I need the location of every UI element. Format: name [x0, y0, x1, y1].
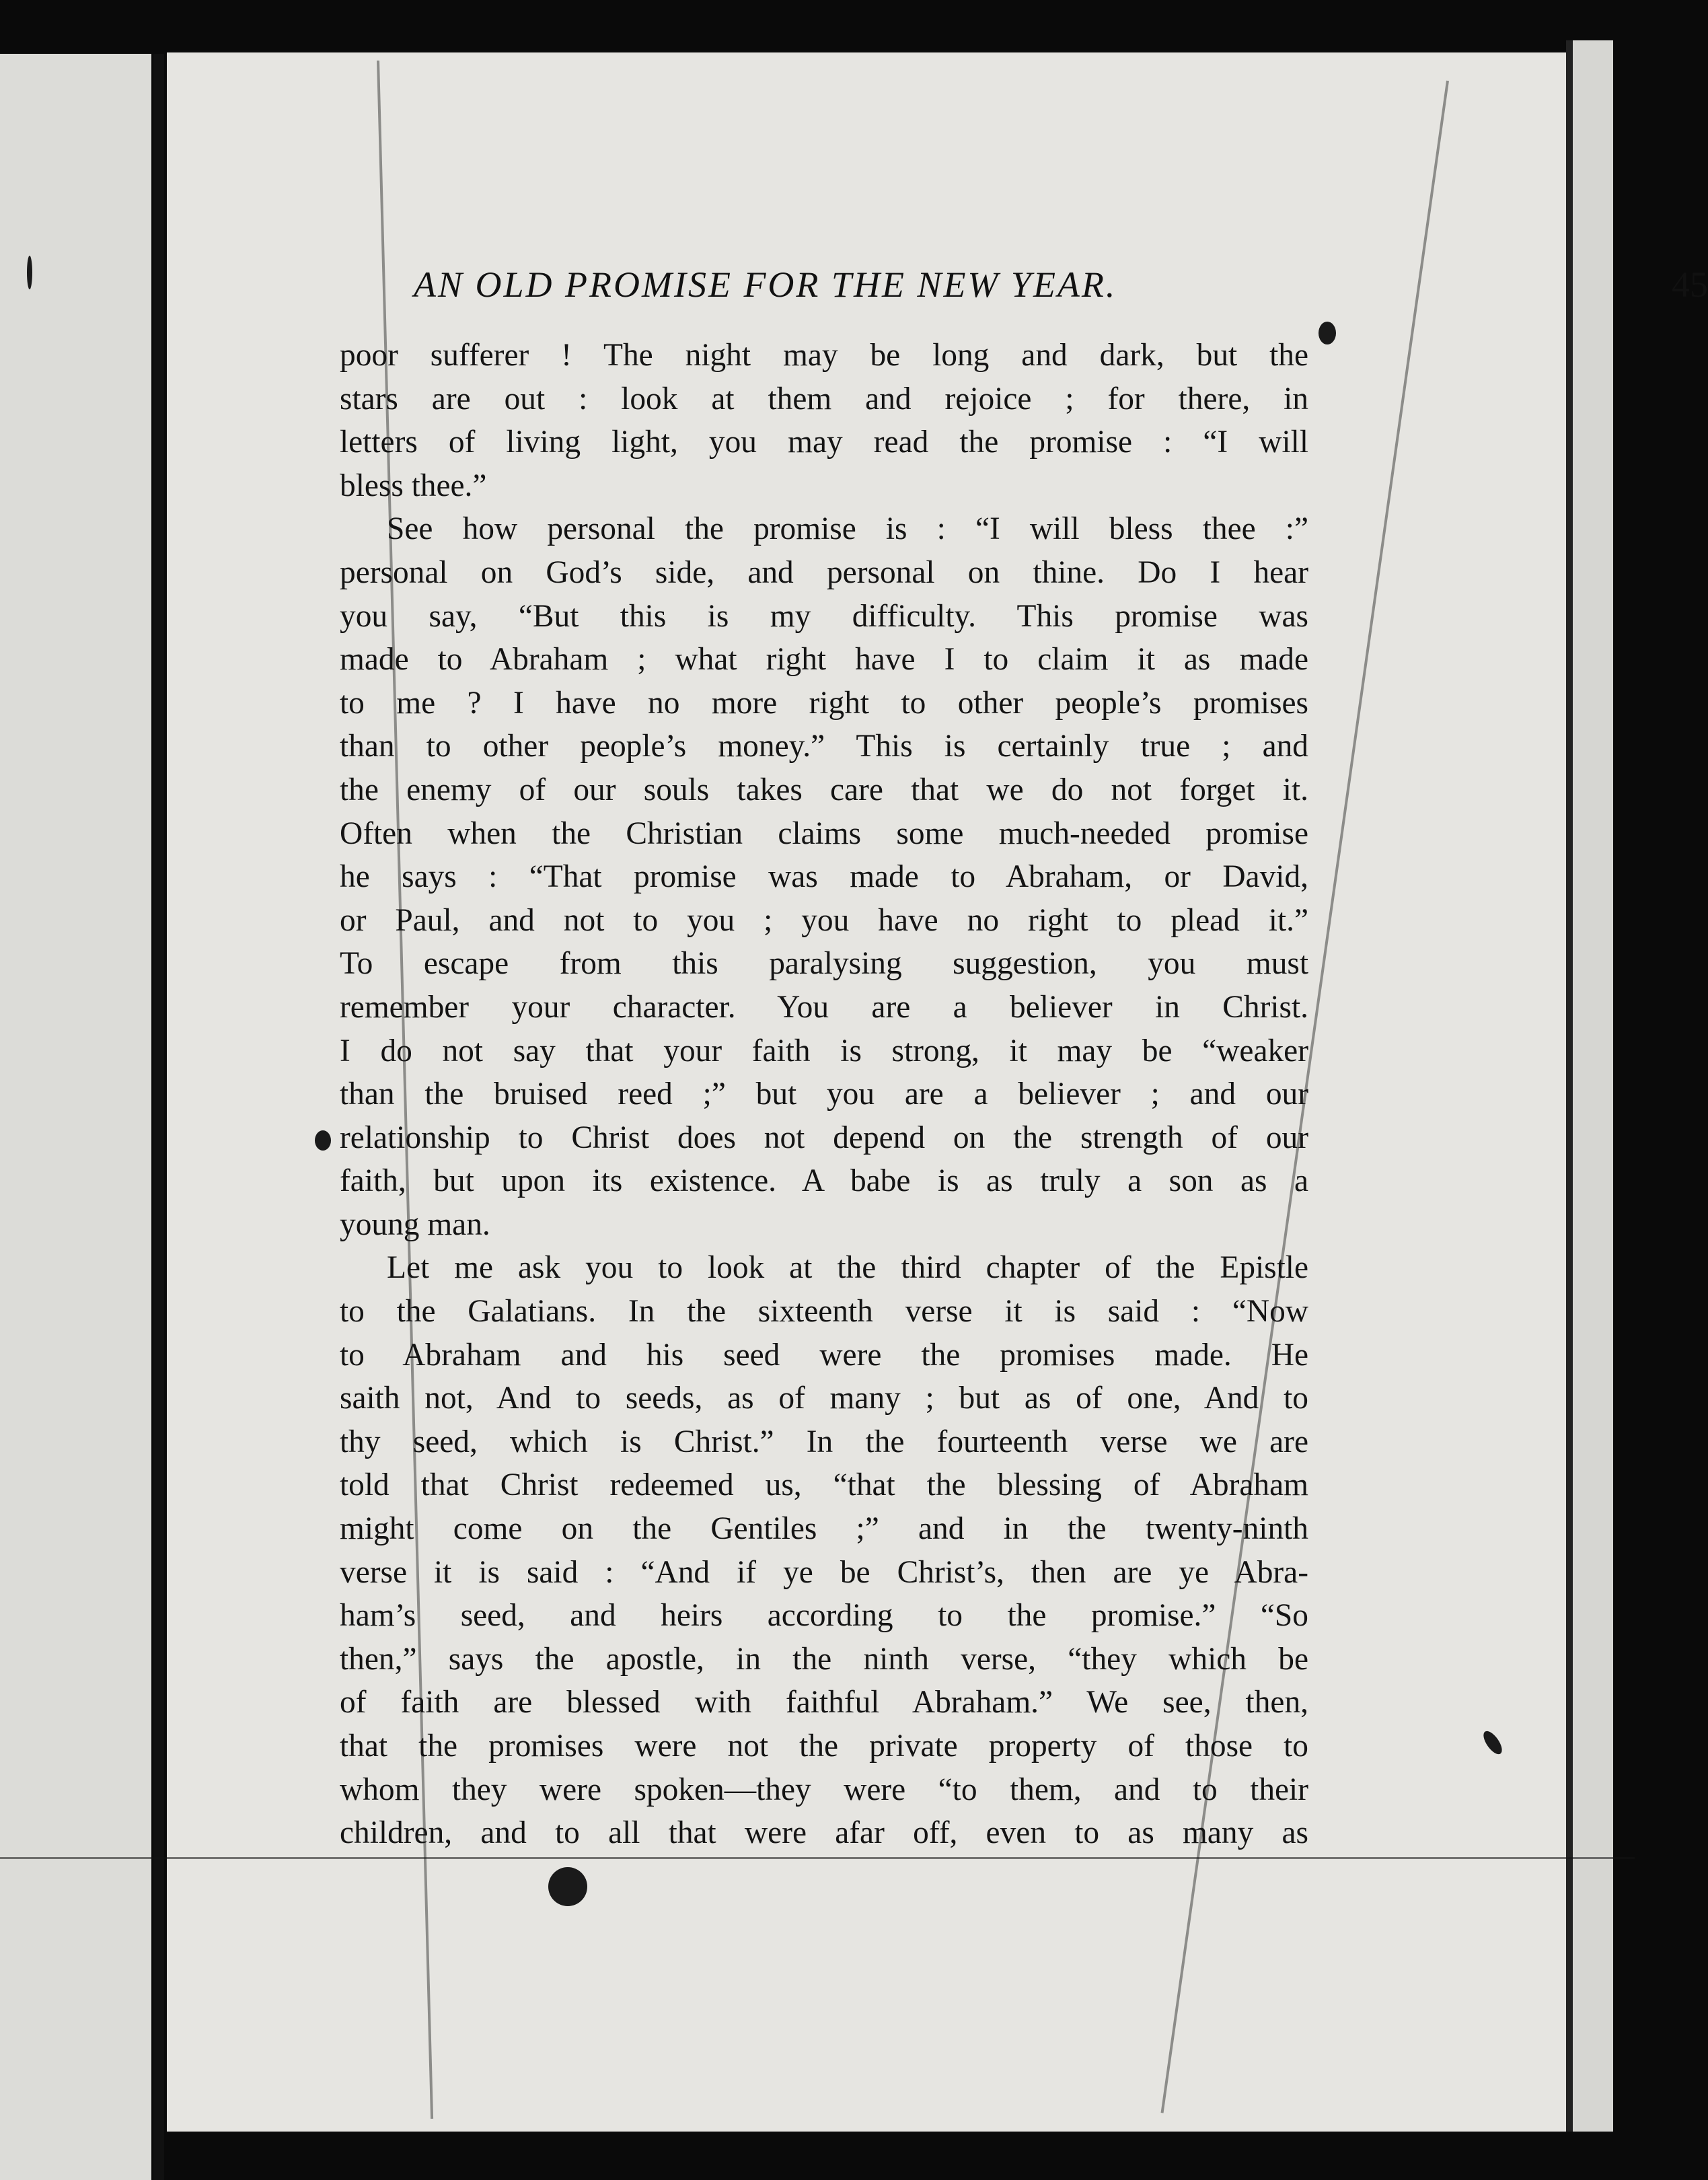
text-line: the enemy of our souls takes care that we do not forget it. — [340, 772, 1308, 807]
scan-artifact-line — [0, 1857, 1635, 1859]
text-line: you say, “But this is my difficulty. This promise was — [340, 598, 1308, 634]
text-line: that the promises were not the private property of those to — [340, 1729, 1308, 1764]
text-line: relationship to Christ does not depend on the strength of our — [340, 1120, 1308, 1155]
page-edge-shadow — [1566, 40, 1573, 2133]
text-line: to me ? I have no more right to other people’s promises — [340, 685, 1308, 721]
running-title: AN OLD PROMISE FOR THE NEW YEAR. — [414, 264, 1117, 305]
text-line: thy seed, which is Christ.” In the fourteenth verse we are — [340, 1424, 1308, 1459]
text-line: of faith are blessed with faithful Abraham.” We see, then, — [340, 1685, 1308, 1720]
text-line: letters of living light, you may read the promise : “I will — [340, 425, 1308, 460]
text-line: or Paul, and not to you ; you have no right to plead it.” — [340, 902, 1308, 938]
bottom-shadow — [167, 2132, 1613, 2180]
ink-speck — [548, 1867, 587, 1906]
text-line: ham’s seed, and heirs according to the promise.” “So — [340, 1598, 1308, 1634]
text-line: remember your character. You are a believer in Christ. — [340, 989, 1308, 1025]
text-line: verse it is said : “And if ye be Christ’s, then are ye Abra- — [340, 1554, 1308, 1590]
text-line: personal on God’s side, and personal on thine. Do I hear — [340, 554, 1308, 590]
text-line: faith, but upon its existence. A babe is as truly a son as a — [340, 1163, 1308, 1199]
text-line: To escape from this paralysing suggestion, you must — [340, 946, 1308, 982]
ink-speck — [27, 256, 32, 289]
text-line: Often when the Christian claims some much-needed promise — [340, 815, 1308, 851]
text-line: children, and to all that were afar off, even to as many as — [340, 1815, 1308, 1851]
text-line: to the Galatians. In the sixteenth verse it is said : “Now — [340, 1294, 1308, 1330]
text-line: whom they were spoken—they were “to them, and to their — [340, 1772, 1308, 1807]
facing-page-edge — [0, 54, 151, 2180]
text-line: young man. — [340, 1206, 490, 1242]
text-line: I do not say that your faith is strong, it may be “weaker — [340, 1033, 1308, 1068]
text-line: saith not, And to seeds, as of many ; but as of one, And to — [340, 1381, 1308, 1416]
ink-speck — [1319, 322, 1336, 344]
text-line: than the bruised reed ;” but you are a believer ; and our — [340, 1077, 1308, 1112]
text-line: made to Abraham ; what right have I to claim it as made — [340, 642, 1308, 678]
ink-speck — [315, 1130, 331, 1151]
page-stack-edge — [1573, 40, 1613, 2133]
text-line: bless thee.” — [340, 468, 487, 503]
text-line: to Abraham and his seed were the promises made. He — [340, 1337, 1308, 1373]
text-line: than to other people’s money.” This is certainly true ; and — [340, 729, 1308, 764]
page-number: 45 — [1672, 264, 1708, 305]
text-line: told that Christ redeemed us, “that the blessing of Abraham — [340, 1467, 1308, 1503]
text-line: then,” says the apostle, in the ninth verse, “they which be — [340, 1641, 1308, 1677]
running-head — [414, 264, 1708, 311]
book-gutter — [153, 54, 164, 2180]
body-text — [340, 334, 1308, 1855]
text-line: poor sufferer ! The night may be long and dark, but the — [340, 338, 1308, 373]
text-line: might come on the Gentiles ;” and in the twenty-ninth — [340, 1511, 1308, 1547]
text-line: stars are out : look at them and rejoice ; for there, in — [340, 381, 1308, 416]
text-line: Let me ask you to look at the third chapter of the Epistle — [387, 1250, 1308, 1286]
text-line: he says : “That promise was made to Abraham, or David, — [340, 859, 1308, 895]
text-line: See how personal the promise is : “I will bless thee :” — [387, 511, 1308, 547]
